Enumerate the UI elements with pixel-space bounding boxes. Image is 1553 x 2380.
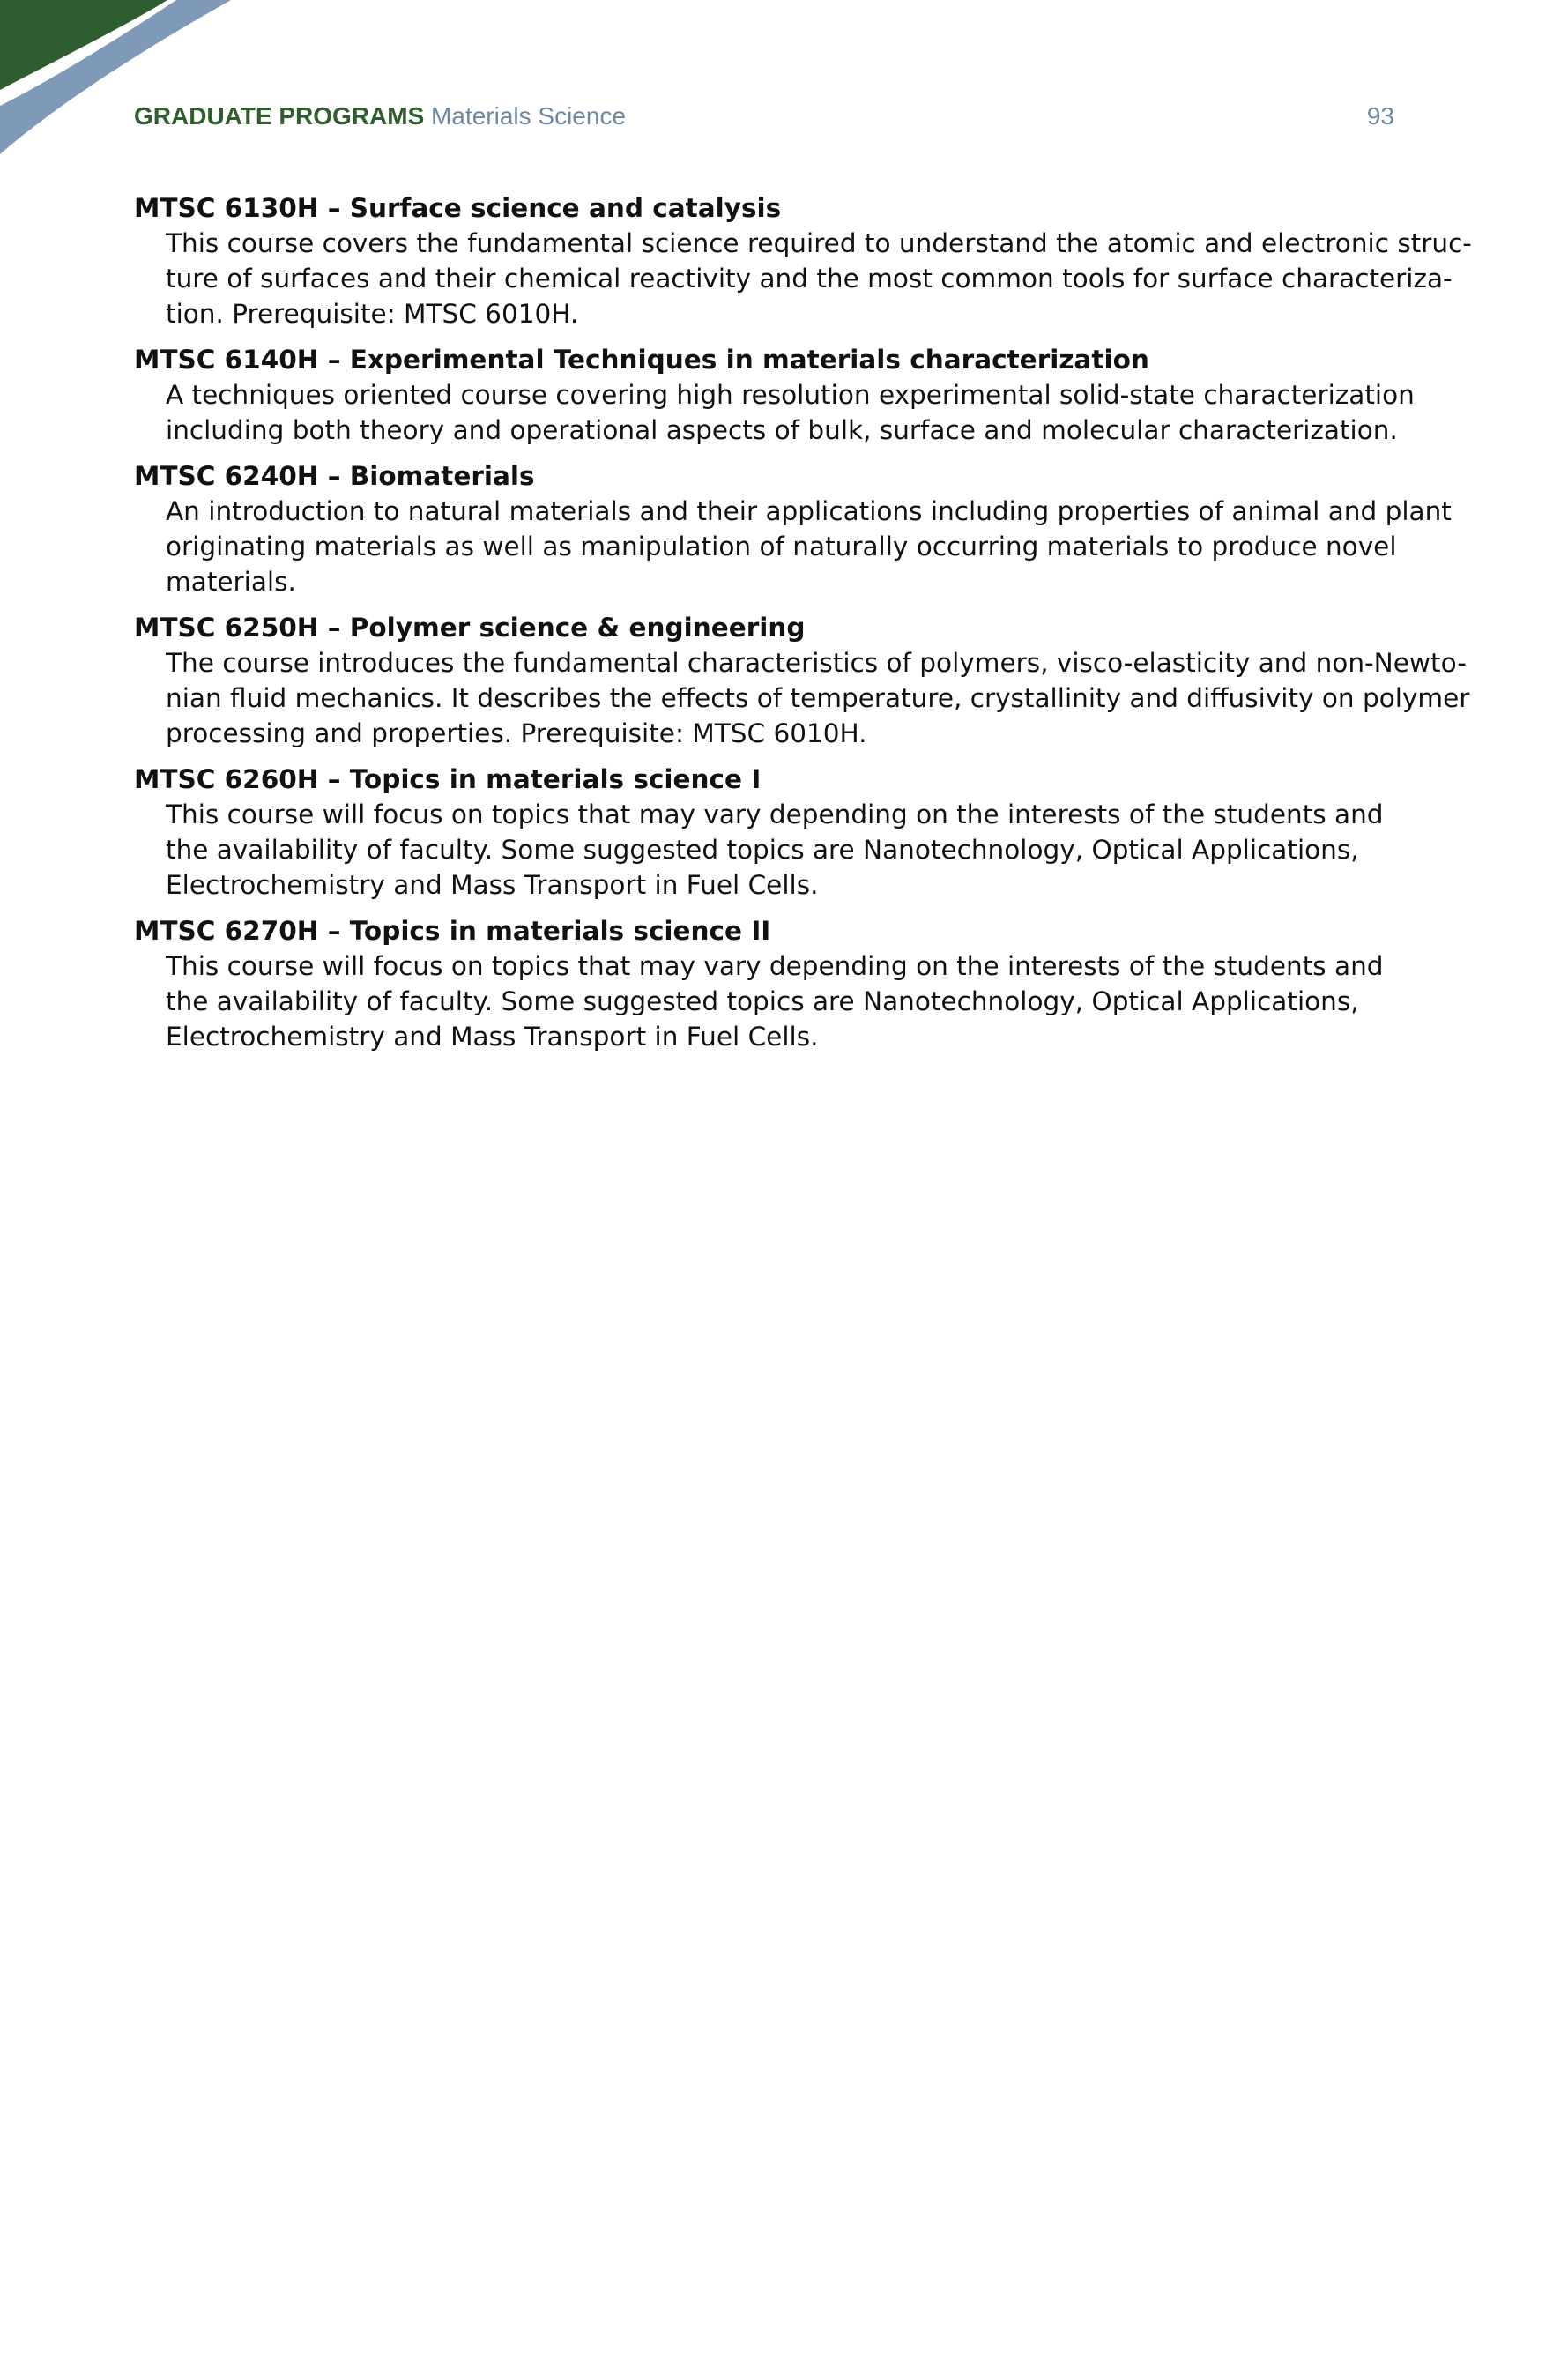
- corner-decoration-graphic: [0, 0, 264, 167]
- description-line: This course will focus on topics that may vary depending on the interests of the students and: [166, 951, 1384, 981]
- description-line: nian fluid mechanics. It describes the effects of temperature, crystallinity and diffusivity on polymer: [166, 683, 1470, 713]
- description-line: materials.: [166, 567, 296, 597]
- description-line: including both theory and operational aspects of bulk, surface and molecular characterization.: [166, 415, 1398, 445]
- course-title: MTSC 6130H – Surface science and catalysis: [134, 193, 782, 223]
- description-line: The course introduces the fundamental characteristics of polymers, visco-elasticity and non-Newto-: [166, 648, 1467, 678]
- description-line: An introduction to natural materials and their applications including properties of animal and plant: [166, 496, 1452, 526]
- description-line: tion. Prerequisite: MTSC 6010H.: [166, 299, 579, 329]
- description-line: Electrochemistry and Mass Transport in Fuel Cells.: [166, 1022, 819, 1052]
- course-description: [134, 948, 1412, 1054]
- description-line: the availability of faculty. Some suggested topics are Nanotechnology, Optical Applications,: [166, 835, 1359, 865]
- course-title: MTSC 6240H – Biomaterials: [134, 461, 535, 491]
- description-line: Electrochemistry and Mass Transport in Fuel Cells.: [166, 870, 819, 900]
- course-entry: [134, 610, 1470, 751]
- course-entry: [134, 913, 1412, 1054]
- course-entry: [134, 342, 1415, 448]
- course-description: [134, 797, 1412, 903]
- header-section-label: GRADUATE PROGRAMS: [134, 102, 425, 130]
- header-subject-label: Materials Science: [431, 102, 627, 130]
- description-line: processing and properties. Prerequisite: MTSC 6010H.: [166, 718, 867, 748]
- course-description: [134, 226, 1472, 331]
- course-title: MTSC 6260H – Topics in materials science I: [134, 764, 762, 794]
- course-description: [134, 645, 1470, 751]
- course-title: MTSC 6250H – Polymer science & engineering: [134, 613, 806, 643]
- description-line: This course will focus on topics that may vary depending on the interests of the students and: [166, 800, 1384, 829]
- description-line: the availability of faculty. Some suggested topics are Nanotechnology, Optical Applications,: [166, 986, 1359, 1016]
- running-header: [134, 99, 1394, 134]
- course-entry: [134, 190, 1472, 331]
- page-number: 93: [1366, 102, 1394, 130]
- course-entry: [134, 458, 1452, 599]
- description-line: This course covers the fundamental science required to understand the atomic and electronic struc-: [166, 228, 1472, 258]
- description-line: A techniques oriented course covering high resolution experimental solid-state characterization: [166, 380, 1415, 410]
- course-entry: [134, 762, 1412, 903]
- description-line: originating materials as well as manipulation of naturally occurring materials to produce novel: [166, 532, 1397, 562]
- description-line: ture of surfaces and their chemical reactivity and the most common tools for surface characteriza-: [166, 264, 1453, 294]
- course-list: [134, 190, 1472, 1065]
- course-title: MTSC 6270H – Topics in materials science II: [134, 916, 771, 946]
- course-title: MTSC 6140H – Experimental Techniques in materials characterization: [134, 345, 1149, 375]
- course-description: [134, 377, 1415, 448]
- course-description: [134, 494, 1452, 599]
